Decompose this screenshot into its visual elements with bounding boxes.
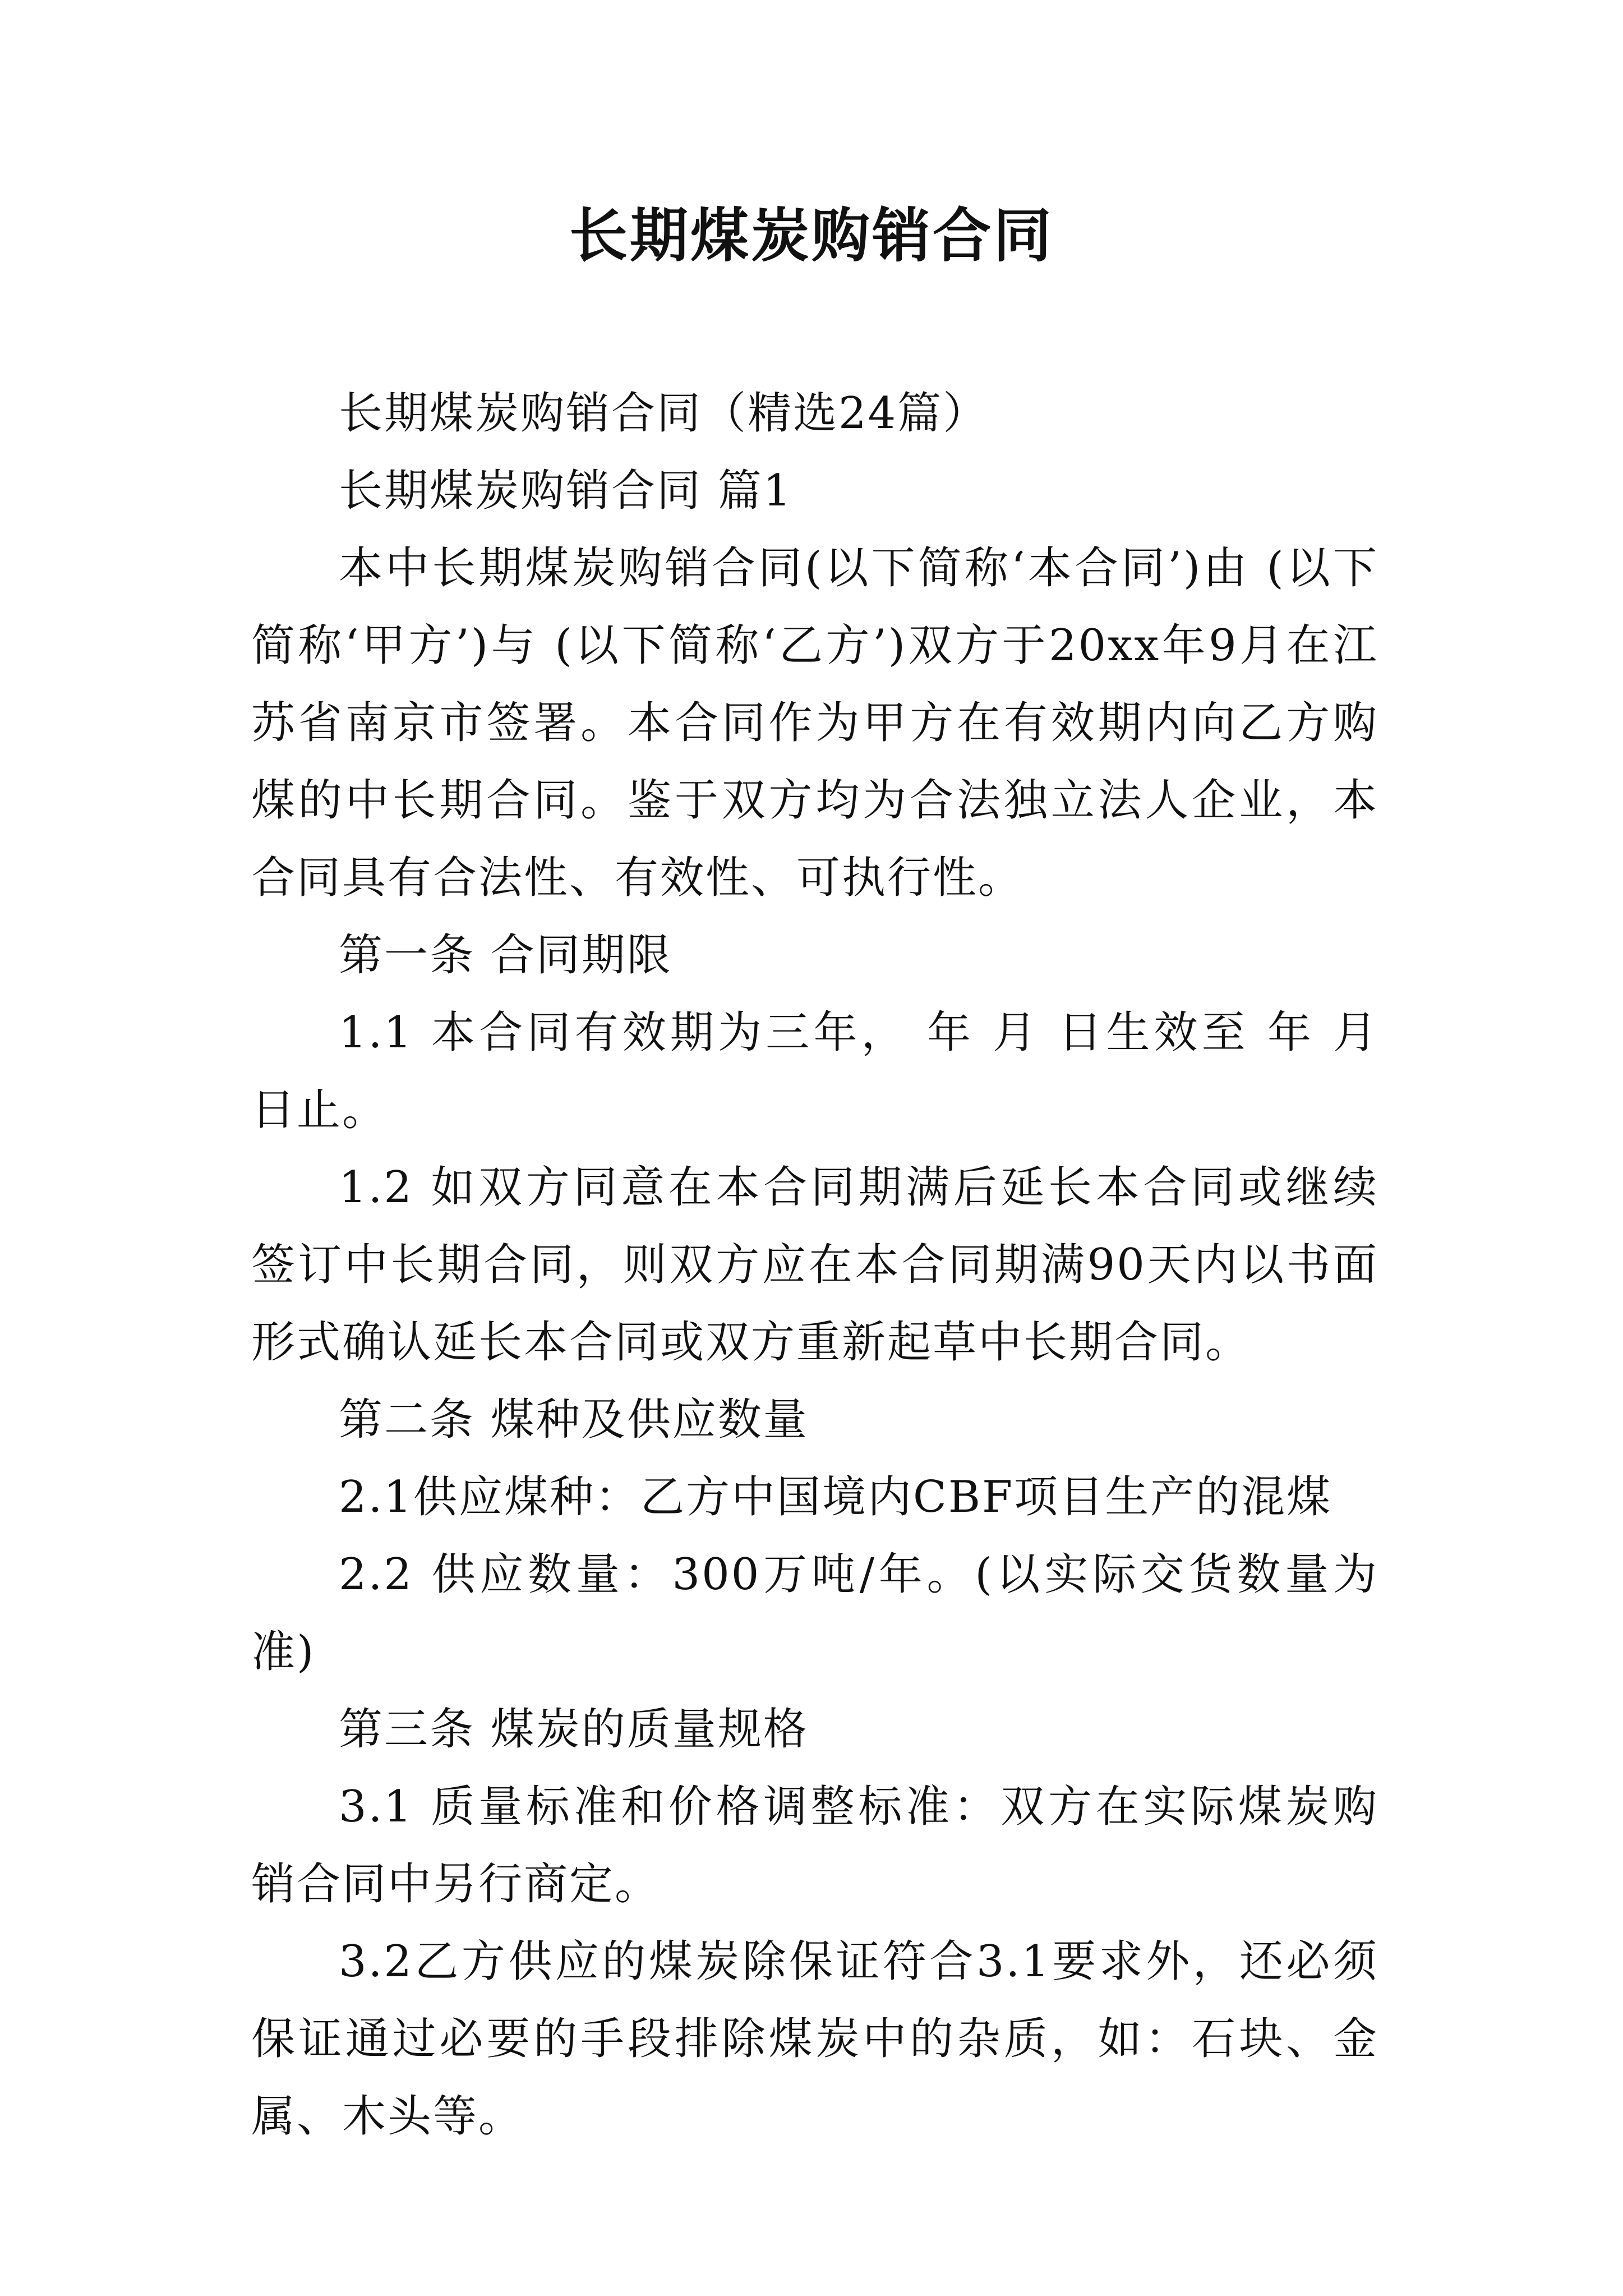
article-3-heading: 第三条 煤炭的质量规格	[339, 1704, 809, 1755]
section-heading-part-1: 长期煤炭购销合同 篇1	[339, 466, 793, 516]
clause-3-1: 3.1 质量标准和价格调整标准：双方在实际煤炭购销合同中另行商定。	[251, 1782, 1378, 1910]
document-subtitle: 长期煤炭购销合同（精选24篇）	[339, 388, 989, 439]
document-title: 长期煤炭购销合同	[569, 201, 1054, 270]
clause-1-1: 1.1 本合同有效期为三年， 年 月 日生效至 年 月 日止。	[251, 1007, 1378, 1135]
clause-1-2: 1.2 如双方同意在本合同期满后延长本合同或继续签订中长期合同，则双方应在本合同期满90天内以书面形式确认延长本合同或双方重新起草中长期合同。	[251, 1162, 1378, 1368]
article-2-heading: 第二条 煤种及供应数量	[339, 1395, 809, 1445]
document-body	[251, 375, 1378, 2155]
article-1-heading: 第一条 合同期限	[339, 930, 672, 981]
paragraph-preamble: 本中长期煤炭购销合同(以下简称‘本合同’)由 (以下简称‘甲方’)与 (以下简称‘乙方’)双方于20xx年9月在江苏省南京市签署。本合同作为甲方在有效期内向乙方购煤的中长期合同。鉴于双方均为合法独立法人企业，本合同具有合法性、有效性、可执行性。	[251, 543, 1378, 903]
clause-2-2: 2.2 供应数量：300万吨/年。(以实际交货数量为准)	[251, 1549, 1378, 1677]
clause-3-2: 3.2乙方供应的煤炭除保证符合3.1要求外，还必须保证通过必要的手段排除煤炭中的杂质，如：石块、金属、木头等。	[251, 1936, 1378, 2142]
clause-2-1: 2.1供应煤种：乙方中国境内CBF项目生产的混煤	[339, 1472, 1332, 1522]
